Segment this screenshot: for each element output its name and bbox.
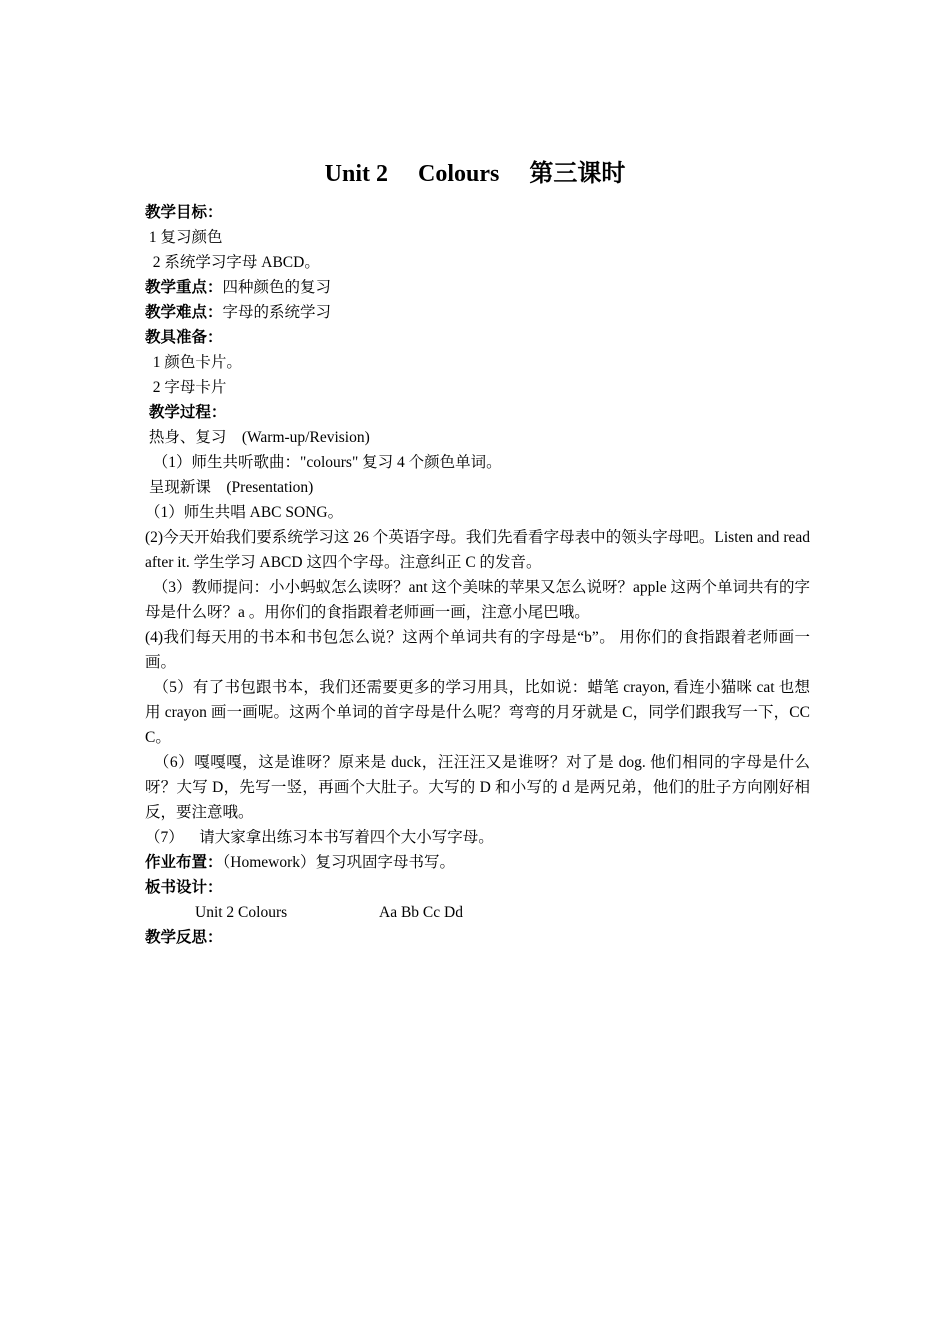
presentation-item-1: （1）师生共唱 ABC SONG。 — [145, 504, 344, 521]
presentation-item-4: (4)我们每天用的书本和书包怎么说？这两个单词共有的字母是“b”。 用你们的食指跟着老师画一画。 — [145, 629, 810, 671]
tool-item-1: 1 颜色卡片。 — [145, 354, 242, 371]
page-title: Unit 2 Colours 第三课时 — [324, 161, 626, 187]
board-right-text: Aa Bb Cc Dd — [379, 904, 463, 921]
board-design-row — [145, 900, 810, 925]
goals-heading: 教学目标： — [145, 204, 223, 221]
difficulty-label: 教学难点： — [145, 304, 223, 321]
homework-label: 作业布置： — [145, 854, 223, 871]
board-heading: 板书设计： — [145, 879, 223, 896]
difficulty-text: 字母的系统学习 — [222, 304, 332, 321]
tool-item-2: 2 字母卡片 — [145, 379, 227, 396]
board-left-text: Unit 2 Colours — [195, 904, 288, 921]
warmup-item-1: （1）师生共听歌曲："colours" 复习 4 个颜色单词。 — [145, 454, 502, 471]
presentation-item-2: (2)今天开始我们要系统学习这 26 个英语字母。我们先看看字母表中的领头字母吧。Listen and read after it. 学生学习 ABCD 这四个字母。注意纠正 C 的发音。 — [145, 529, 810, 571]
presentation-item-3: （3）教师提问：小小蚂蚁怎么读呀？ant 这个美味的苹果又怎么说呀？apple 这两个单词共有的字母是什么呀？a 。用你们的食指跟着老师画一画，注意小尾巴哦。 — [145, 579, 810, 621]
presentation-title: 呈现新课 (Presentation) — [145, 479, 314, 496]
homework-row — [145, 850, 810, 875]
warmup-title: 热身、复习 (Warm-up/Revision) — [145, 429, 370, 446]
process-heading: 教学过程： — [145, 404, 227, 421]
presentation-item-6: （6）嘎嘎嘎，这是谁呀？原来是 duck，汪汪汪又是谁呀？对了是 dog. 他们相同的字母是什么呀？大写 D，先写一竖，再画个大肚子。大写的 D 和小写的 d 是两兄弟，他们的肚子方向刚好相反，要注意哦。 — [145, 754, 810, 821]
difficulty-row — [145, 300, 810, 325]
presentation-item-5: （5）有了书包跟书本，我们还需要更多的学习用具，比如说：蜡笔 crayon, 看连小猫咪 cat 也想用 crayon 画一画呢。这两个单词的首字母是什么呢？弯弯的月牙就是 C，同学们跟我写一下，CCC。 — [145, 679, 811, 746]
goal-item-2: 2 系统学习字母 ABCD。 — [145, 254, 320, 271]
lesson-plan-body — [145, 200, 810, 950]
key-point-row — [145, 275, 810, 300]
tools-heading: 教具准备： — [145, 329, 223, 346]
presentation-item-7: （7） 请大家拿出练习本书写着四个大小写字母。 — [145, 829, 494, 846]
key-point-label: 教学重点： — [145, 279, 223, 296]
reflection-heading: 教学反思： — [145, 929, 223, 946]
goal-item-1: 1 复习颜色 — [145, 229, 223, 246]
key-point-text: 四种颜色的复习 — [222, 279, 332, 296]
homework-text: （Homework）复习巩固字母书写。 — [222, 854, 456, 871]
